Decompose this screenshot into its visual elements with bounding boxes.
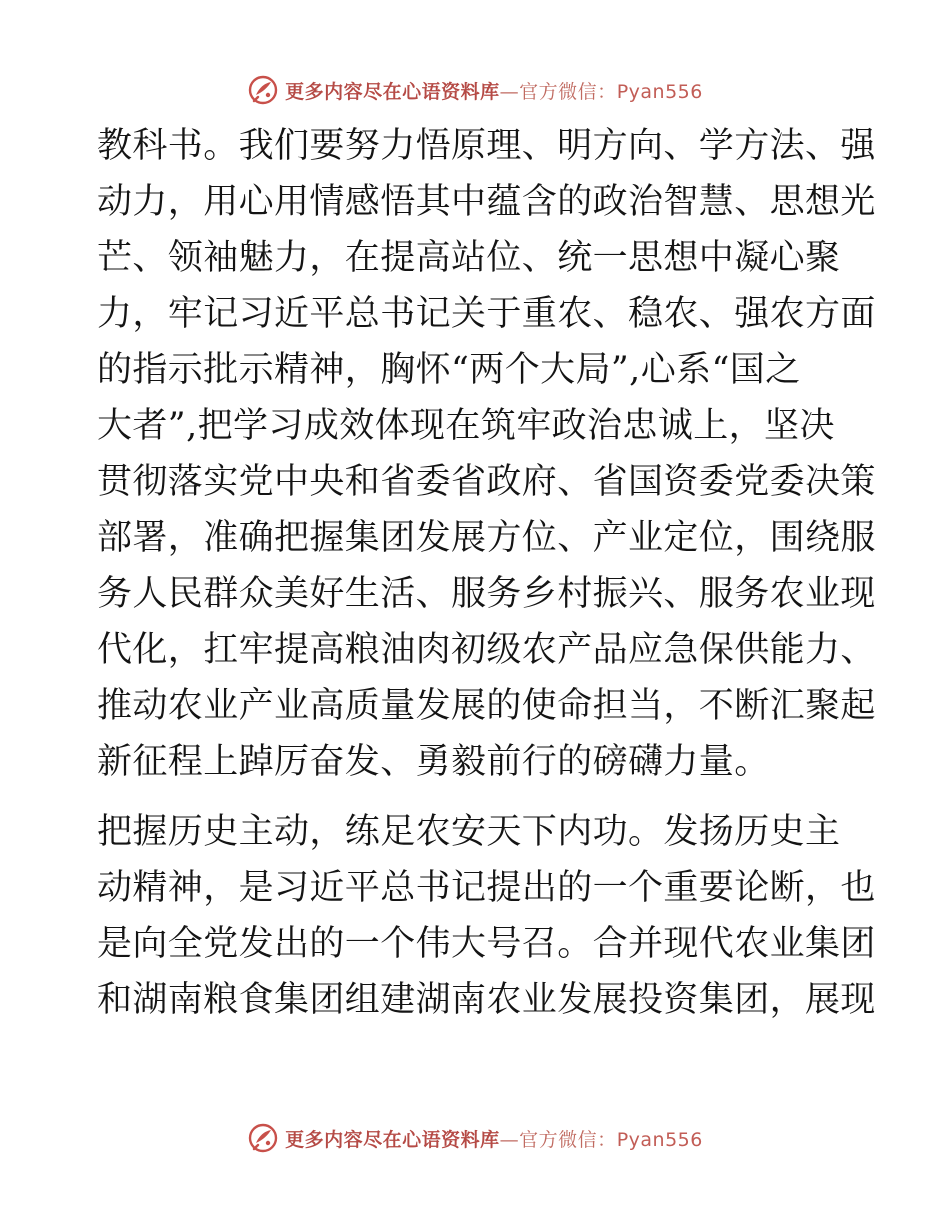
footer-wechat-id: Pyan556 — [616, 1128, 703, 1151]
red-ribbon-pen-logo-icon — [247, 1122, 279, 1154]
text-line: 大者”,把学习成效体现在筑牢政治忠诚上，坚决 — [97, 406, 835, 446]
document-body — [97, 118, 876, 1028]
header-brand: 更多内容尽在心语资料库 — [285, 80, 500, 103]
header-separator: — — [499, 80, 520, 103]
footer-watermark-banner — [0, 1118, 950, 1158]
header-watermark-banner — [0, 70, 950, 110]
text-line: 务人民群众美好生活、服务乡村振兴、服务农业现 — [97, 574, 876, 614]
red-ribbon-pen-logo-icon — [247, 74, 279, 106]
text-line: 新征程上踔厉奋发、勇毅前行的磅礴力量。 — [97, 742, 770, 782]
text-line: 芒、领袖魅力，在提高站位、统一思想中凝心聚 — [97, 238, 841, 278]
footer-wechat-label: 官方微信： — [519, 1128, 617, 1151]
text-line: 动力，用心用情感悟其中蕴含的政治智慧、思想光 — [97, 182, 876, 222]
paragraph-1 — [97, 118, 876, 790]
text-line: 力，牢记习近平总书记关于重农、稳农、强农方面 — [97, 294, 876, 334]
header-wechat-label: 官方微信： — [519, 80, 617, 103]
text-line: 部署，准确把握集团发展方位、产业定位，围绕服 — [97, 518, 876, 558]
text-line: 代化，扛牢提高粮油肉初级农产品应急保供能力、 — [97, 630, 876, 670]
text-line: 和湖南粮食集团组建湖南农业发展投资集团，展现 — [97, 980, 876, 1020]
footer-separator: — — [499, 1128, 520, 1151]
text-line: 是向全党发出的一个伟大号召。合并现代农业集团 — [97, 924, 876, 964]
text-line: 动精神，是习近平总书记提出的一个重要论断，也 — [97, 868, 876, 908]
header-watermark-text — [285, 77, 703, 104]
text-line: 贯彻落实党中央和省委省政府、省国资委党委决策 — [97, 462, 876, 502]
header-wechat-id: Pyan556 — [616, 80, 703, 103]
footer-brand: 更多内容尽在心语资料库 — [285, 1128, 500, 1151]
text-line: 把握历史主动，练足农安天下内功。发扬历史主 — [97, 812, 841, 852]
text-line: 教科书。我们要努力悟原理、明方向、学方法、强 — [97, 126, 876, 166]
text-line: 的指示批示精神，胸怀“两个大局”,心系“国之 — [97, 350, 801, 390]
paragraph-2 — [97, 804, 876, 1028]
text-line: 推动农业产业高质量发展的使命担当，不断汇聚起 — [97, 686, 876, 726]
footer-watermark-text — [285, 1125, 703, 1152]
